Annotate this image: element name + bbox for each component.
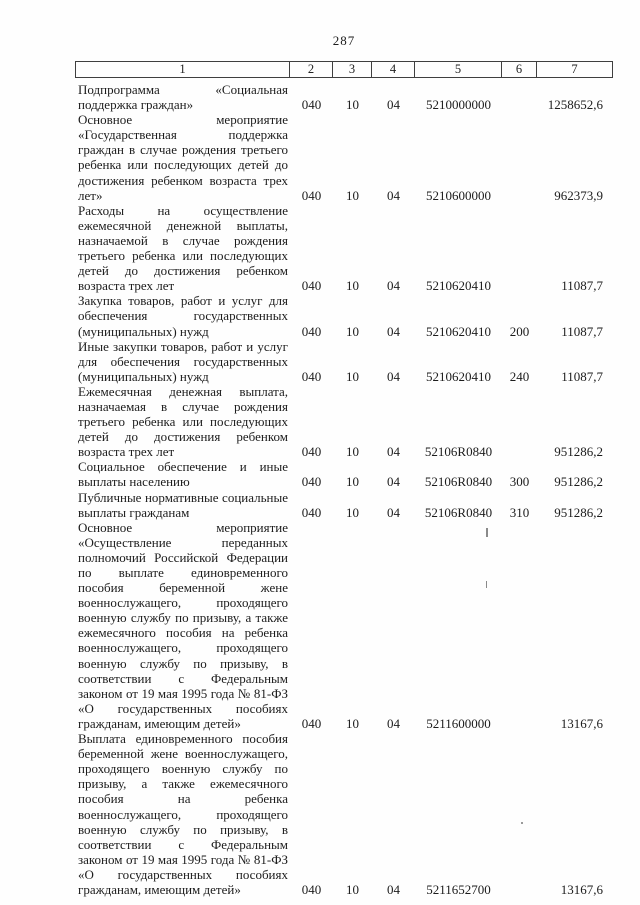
row-section: 10 bbox=[346, 278, 359, 294]
row-target-article: 52106R0840 bbox=[424, 504, 493, 520]
row-amount: 962373,9 bbox=[554, 187, 603, 203]
page-number: 287 bbox=[332, 33, 356, 48]
column-header-2: 2 bbox=[290, 61, 333, 78]
row-title: Ежемесячная денежная выплата, назначаемая в случае рождения третьего ребенка или последующих детей до достижения ребенком возраста трех лет bbox=[78, 383, 288, 460]
scan-artifact bbox=[486, 528, 488, 537]
row-amount: 13167,6 bbox=[560, 881, 603, 897]
row-section: 10 bbox=[346, 504, 359, 520]
table-row bbox=[75, 112, 613, 203]
row-code: 040 bbox=[301, 444, 322, 460]
row-section: 10 bbox=[346, 881, 359, 897]
row-code: 040 bbox=[301, 881, 322, 897]
row-section: 10 bbox=[346, 444, 359, 460]
row-amount: 1258652,6 bbox=[547, 97, 603, 113]
row-target-article: 5210620410 bbox=[426, 278, 491, 294]
row-target-article: 5210620410 bbox=[426, 368, 491, 384]
budget-table bbox=[75, 61, 613, 897]
row-target-article: 5211600000 bbox=[426, 715, 491, 731]
row-title: Основное мероприятие «Осуществление переданных полномочий Российской Федерации по выплате единовременного пособия беременной жене военнослужащего, проходящего военную службу по призыву, а также ежемесячного пособия на ребенка военнослужащего, проходящего военную службу по призыву, в соответствии с Федеральным законом от 19 мая 1995 года № 81-ФЗ «О государственных пособиях гражданам, имеющим детей» bbox=[78, 519, 288, 731]
row-subsection: 04 bbox=[387, 368, 400, 384]
row-expense-type: 240 bbox=[509, 368, 530, 384]
row-section: 10 bbox=[346, 715, 359, 731]
row-code: 040 bbox=[301, 323, 322, 339]
table-row bbox=[75, 459, 613, 489]
row-title: Основное мероприятие «Государственная поддержка граждан в случае рождения третьего ребенка или последующих детей до достижения ребенком возраста трех лет» bbox=[78, 112, 288, 203]
row-title: Закупка товаров, работ и услуг для обеспечения государственных (муниципальных) нужд bbox=[78, 293, 288, 339]
row-amount: 951286,2 bbox=[554, 444, 603, 460]
row-subsection: 04 bbox=[387, 323, 400, 339]
row-section: 10 bbox=[346, 474, 359, 490]
row-subsection: 04 bbox=[387, 97, 400, 113]
row-amount: 951286,2 bbox=[554, 504, 603, 520]
row-code: 040 bbox=[301, 278, 322, 294]
row-title: Расходы на осуществление ежемесячной денежной выплаты, назначаемой в случае рождения третьего ребенка или последующих детей до достижения ребенком возраста трех лет bbox=[78, 202, 288, 294]
row-amount: 11087,7 bbox=[561, 323, 603, 339]
row-target-article: 5210620410 bbox=[426, 323, 491, 339]
table-row bbox=[75, 384, 613, 459]
column-header-5: 5 bbox=[415, 61, 502, 78]
row-code: 040 bbox=[301, 97, 322, 113]
row-section: 10 bbox=[346, 368, 359, 384]
row-amount: 13167,6 bbox=[560, 715, 603, 731]
row-code: 040 bbox=[301, 368, 322, 384]
row-title: Выплата единовременного пособия беременной жене военнослужащего, проходящего военную службу по призыву, а также ежемесячного пособия на ребенка военнослужащего, проходящего военную службу по призыву, в соответствии с Федеральным законом от 19 мая 1995 года № 81-ФЗ «О государственных пособиях гражданам, имеющим детей» bbox=[78, 731, 288, 897]
table-row bbox=[75, 731, 613, 897]
column-header-7: 7 bbox=[537, 61, 613, 78]
table-row bbox=[75, 293, 613, 338]
row-subsection: 04 bbox=[387, 444, 400, 460]
row-subsection: 04 bbox=[387, 278, 400, 294]
row-section: 10 bbox=[346, 323, 359, 339]
table-row bbox=[75, 203, 613, 294]
row-amount: 11087,7 bbox=[561, 368, 603, 384]
row-title: Социальное обеспечение и иные выплаты населению bbox=[78, 459, 288, 490]
row-title: Публичные нормативные социальные выплаты гражданам bbox=[78, 489, 288, 520]
scan-artifact bbox=[521, 822, 523, 824]
row-code: 040 bbox=[301, 504, 322, 520]
row-title: Иные закупки товаров, работ и услуг для обеспечения государственных (муниципальных) нужд bbox=[78, 338, 288, 384]
row-expense-type: 300 bbox=[509, 474, 530, 490]
column-header-3: 3 bbox=[333, 61, 372, 78]
row-code: 040 bbox=[301, 187, 322, 203]
column-header-4: 4 bbox=[372, 61, 415, 78]
column-header-1: 1 bbox=[75, 61, 290, 78]
row-subsection: 04 bbox=[387, 715, 400, 731]
row-amount: 11087,7 bbox=[561, 278, 603, 294]
row-code: 040 bbox=[301, 715, 322, 731]
row-code: 040 bbox=[301, 474, 322, 490]
row-target-article: 5210600000 bbox=[426, 187, 491, 203]
row-expense-type: 310 bbox=[509, 504, 530, 520]
row-subsection: 04 bbox=[387, 187, 400, 203]
table-row bbox=[75, 339, 613, 384]
row-title: Подпрограмма «Социальная поддержка граждан» bbox=[78, 82, 288, 113]
table-body bbox=[75, 82, 613, 897]
scan-artifact bbox=[486, 581, 487, 588]
row-target-article: 52106R0840 bbox=[424, 474, 493, 490]
table-column-header-row bbox=[75, 61, 613, 78]
table-row bbox=[75, 490, 613, 520]
row-section: 10 bbox=[346, 97, 359, 113]
row-subsection: 04 bbox=[387, 881, 400, 897]
row-target-article: 5210000000 bbox=[426, 97, 491, 113]
row-subsection: 04 bbox=[387, 504, 400, 520]
row-subsection: 04 bbox=[387, 474, 400, 490]
column-header-6: 6 bbox=[502, 61, 537, 78]
row-section: 10 bbox=[346, 187, 359, 203]
table-row bbox=[75, 82, 613, 112]
row-amount: 951286,2 bbox=[554, 474, 603, 490]
row-expense-type: 200 bbox=[509, 323, 530, 339]
row-target-article: 52106R0840 bbox=[424, 444, 493, 460]
row-target-article: 5211652700 bbox=[426, 881, 491, 897]
table-row bbox=[75, 520, 613, 731]
